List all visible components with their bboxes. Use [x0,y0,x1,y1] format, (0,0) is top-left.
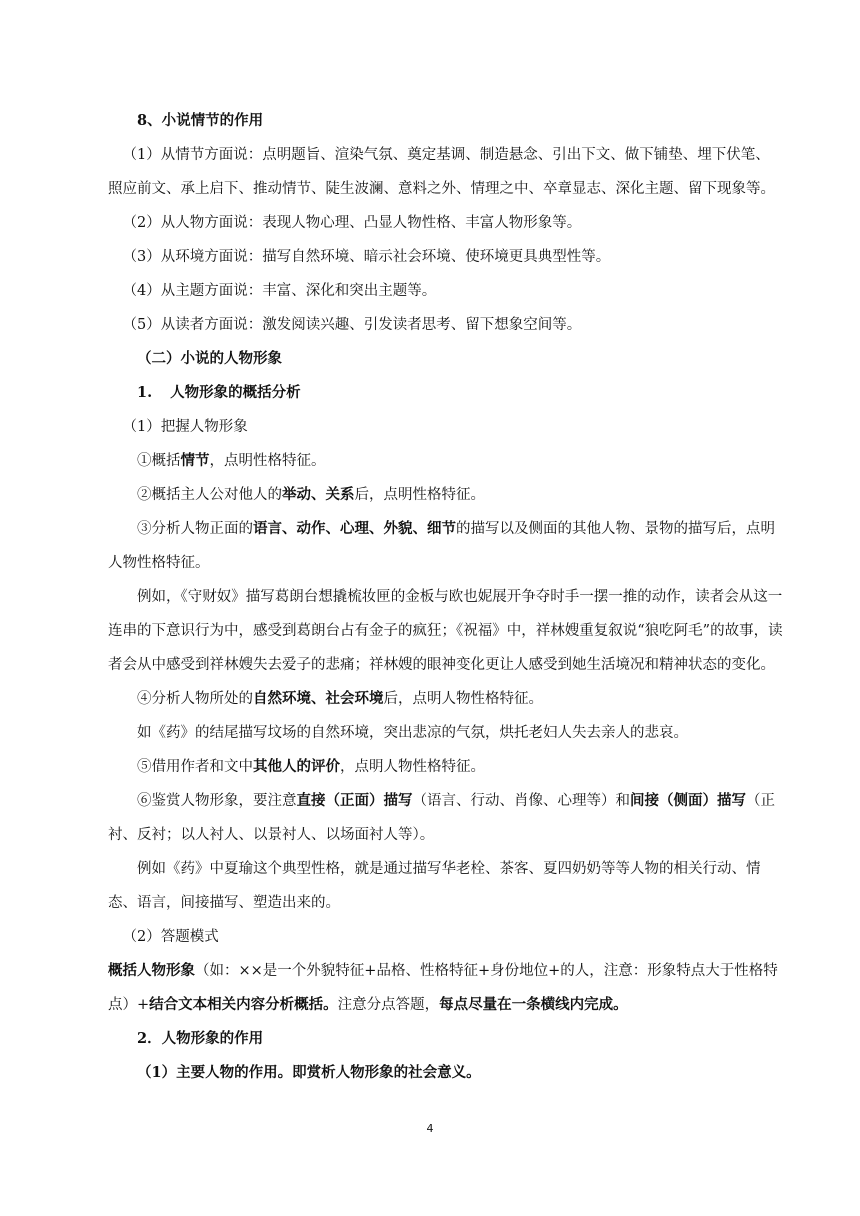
heading-text: 人物形象的概括分析 [170,384,301,401]
item-5: ⑤借用作者和文中其他人的评价，点明人物性格特征。 [137,758,485,775]
item-3: ③分析人物正面的语言、动作、心理、外貌、细节的描写以及侧面的其他人物、景物的描写后，点明人物性格特征。 [108,520,775,571]
item-4: ④分析人物所处的自然环境、社会环境后，点明人物性格特征。 [137,690,543,707]
paragraph-plot-aspect: （1）从情节方面说：点明题旨、渲染气氛、奠定基调、制造悬念、引出下文、做下铺垫、埋下伏笔、照应前文、承上启下、推动情节、陡生波澜、意料之外、情理之中、卒章显志、深化主题、留下现象等。 [108,147,775,197]
heading-number: 1. [137,384,153,401]
subheading-grasp-image: （1）把握人物形象 [122,419,248,435]
heading-character-function: 2．人物形象的作用 [137,1030,264,1047]
document-body [108,104,784,1090]
heading-character-summary [108,376,784,410]
example-3: 例如《药》中夏瑜这个典型性格，就是通过描写华老栓、茶客、夏四奶奶等等人物的相关行动、情态、语言，间接描写、塑造出来的。 [108,861,761,911]
paragraph-reader-aspect: （5）从读者方面说：激发阅读兴趣、引发读者思考、留下想象空间等。 [122,317,582,333]
example-2: 如《药》的结尾描写坟场的自然环境，突出悲凉的气氛，烘托老妇人失去亲人的悲哀。 [137,725,688,741]
example-1: 例如，《守财奴》描写葛朗台想撬梳妆匣的金板与欧也妮展开争夺时手一摆一推的动作，读者会从这一连串的下意识行为中，感受到葛朗台占有金子的疯狂；《祝福》中，祥林嫂重复叙说“狼吃阿毛”的故事，读者会从中感受到祥林嫂失去爱子的悲痛；祥林嫂的眼神变化更让人感受到她生活境况和精神状态的变化。 [108,589,783,673]
item-6: ⑥鉴赏人物形象，要注意直接（正面）描写（语言、行动、肖像、心理等）和间接（侧面）描写（正衬、反衬；以人衬人、以景衬人、以场面衬人等）。 [108,792,775,843]
paragraph-environment-aspect: （3）从环境方面说：描写自然环境、暗示社会环境、使环境更具典型性等。 [122,249,611,265]
page-number: 4 [426,1122,434,1135]
subheading-main-character: （1）主要人物的作用。即赏析人物形象的社会意义。 [137,1064,481,1081]
heading-character-image: （二）小说的人物形象 [137,350,282,367]
item-2: ②概括主人公对他人的举动、关系后，点明性格特征。 [137,486,485,503]
paragraph-theme-aspect: （4）从主题方面说：丰富、深化和突出主题等。 [122,283,437,299]
heading-plot-function: 8、小说情节的作用 [137,112,264,129]
item-1: ①概括情节，点明性格特征。 [137,452,326,469]
answer-mode-text: 概括人物形象（如：××是一个外貌特征+品格、性格特征+身份地位+的人，注意：形象特点大于性格特点）+结合文本相关内容分析概括。注意分点答题，每点尽量在一条横线内完成。 [108,962,778,1013]
subheading-answer-mode: （2）答题模式 [122,929,219,945]
paragraph-character-aspect: （2）从人物方面说：表现人物心理、凸显人物性格、丰富人物形象等。 [122,215,582,231]
